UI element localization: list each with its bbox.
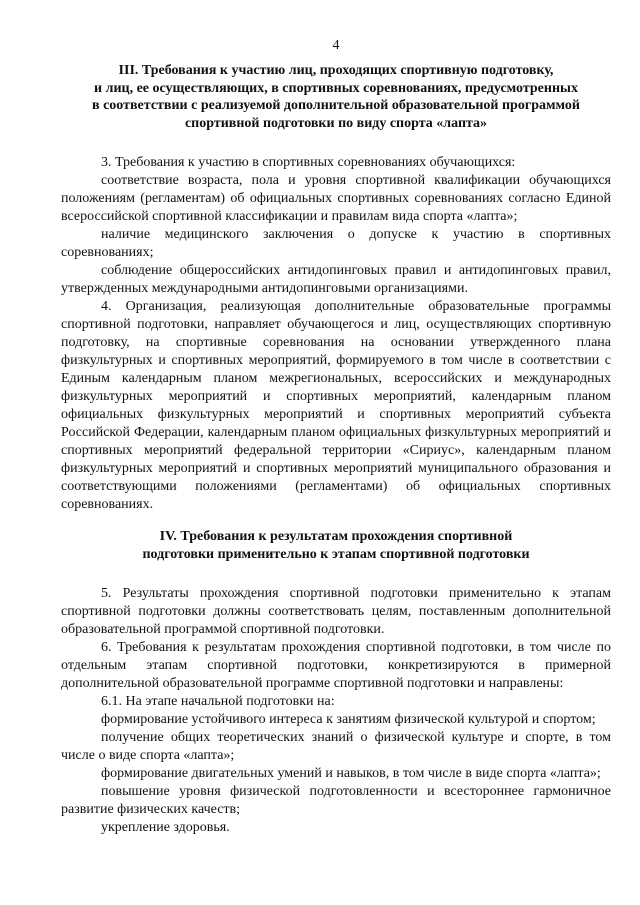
paragraph-goal-fitness: повышение уровня физической подготовленности и всестороннее гармоничное развитие физических качеств; xyxy=(61,784,611,817)
paragraph-goal-interest: формирование устойчивого интереса к занятиям физической культурой и спортом; xyxy=(101,712,596,727)
paragraph-requirement-age: соответствие возраста, пола и уровня спортивной квалификации обучающихся положениям (регламентам) об официальных спортивных соревнованиях согласно Единой всероссийской спортивной классификации и правилам вида спорта «лапта»; xyxy=(61,173,611,224)
section-3-heading-line: в соответствии с реализуемой дополнительной образовательной программой xyxy=(92,98,580,113)
section-4-heading-line: подготовки применительно к этапам спортивной подготовки xyxy=(142,546,530,562)
paragraph-requirement-antidoping: соблюдение общероссийских антидопинговых правил и антидопинговых правил, утвержденных международными антидопинговыми организациями. xyxy=(61,263,611,296)
paragraph-goal-health: укрепление здоровья. xyxy=(101,820,230,835)
paragraph-requirement-medical: наличие медицинского заключения о допуске к участию в спортивных соревнованиях; xyxy=(61,227,611,260)
paragraph-5: 5. Результаты прохождения спортивной подготовки применительно к этапам спортивной подготовки должны соответствовать целям, поставленным дополнительной образовательной программой спортивной подготовки. xyxy=(61,586,611,637)
section-3-heading-line: и лиц, ее осуществляющих, в спортивных соревнованиях, предусмотренных xyxy=(94,80,578,96)
section-4-body xyxy=(61,585,611,837)
paragraph-3-intro: 3. Требования к участию в спортивных соревнованиях обучающихся: xyxy=(101,155,516,170)
section-3-heading-line: III. Требования к участию лиц, проходящих спортивную подготовку, xyxy=(118,63,554,78)
paragraph-goal-skills: формирование двигательных умений и навыков, в том числе в виде спорта «лапта»; xyxy=(101,766,601,781)
section-4-heading xyxy=(61,528,611,563)
paragraph-6: 6. Требования к результатам прохождения спортивной подготовки, в том числе по отдельным этапам спортивной подготовки, конкретизируются в примерной дополнительной образовательной программе спортивной подготовки и направлены: xyxy=(61,640,611,691)
page-number: 4 xyxy=(332,38,340,53)
section-3-heading xyxy=(61,62,611,132)
paragraph-6-1: 6.1. На этапе начальной подготовки на: xyxy=(101,694,335,709)
paragraph-goal-knowledge: получение общих теоретических знаний о физической культуре и спорте, в том числе о виде спорта «лапта»; xyxy=(61,730,611,763)
section-4-heading-line: IV. Требования к результатам прохождения спортивной xyxy=(159,529,513,544)
paragraph-4: 4. Организация, реализующая дополнительные образовательные программы спортивной подготовки, направляет обучающегося и лиц, осуществляющих спортивную подготовку, на спортивные соревнования на основании утвержденного плана физкультурных и спортивных мероприятий, формируемого в том числе в соответствии с Единым календарным планом межрегиональных, всероссийских и международных физкультурных мероприятий и спортивных мероприятий, календарным планом официальных физкультурных мероприятий и спортивных мероприятий субъекта Российской Федерации, календарным планом официальных физкультурных мероприятий и спортивных мероприятий федеральной территории «Сириус», календарным планом физкультурных мероприятий и спортивных мероприятий муниципального образования и соответствующими положениями (регламентами) об официальных спортивных соревнованиях. xyxy=(61,299,611,512)
section-3-body xyxy=(61,154,611,514)
section-3-heading-line: спортивной подготовки по виду спорта «лапта» xyxy=(184,115,488,131)
